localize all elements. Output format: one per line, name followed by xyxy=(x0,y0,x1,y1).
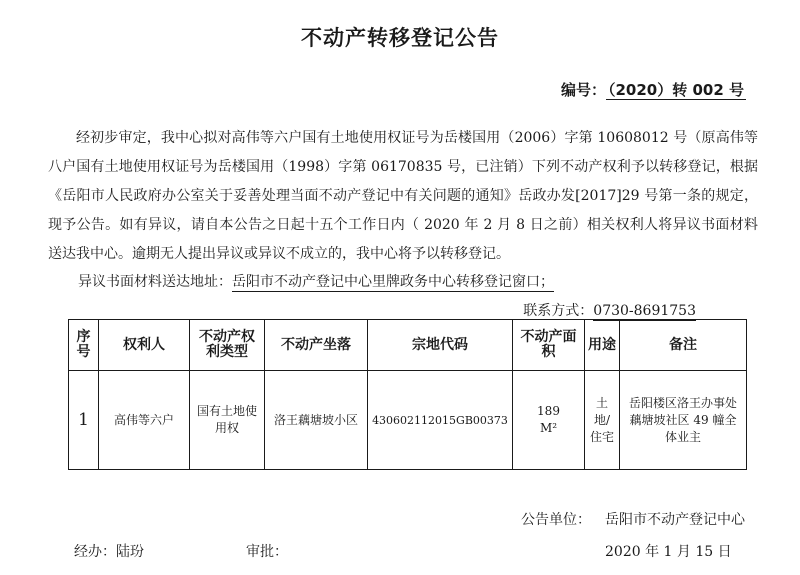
property-rights-table xyxy=(68,319,747,470)
contact-phone: 0730-8691753 xyxy=(593,303,696,319)
header-usage: 用途 xyxy=(585,320,620,371)
cell-area xyxy=(513,371,585,470)
cell-right-type: 国有土地使用权 xyxy=(190,371,265,470)
cell-usage: 土地/住宅 xyxy=(585,371,620,470)
objection-address-label: 异议书面材料送达地址： xyxy=(78,274,232,290)
contact-label: 联系方式： xyxy=(523,303,594,319)
publisher-name: 岳阳市不动产登记中心 xyxy=(605,512,745,528)
header-location: 不动产坐落 xyxy=(265,320,368,371)
handler-label: 经办： xyxy=(74,544,116,560)
header-note: 备注 xyxy=(620,320,747,371)
area-unit: M² xyxy=(539,421,558,435)
header-right-type: 不动产权利类型 xyxy=(190,320,265,371)
objection-address-value: 岳阳市不动产登记中心里牌政务中心转移登记窗口； xyxy=(232,274,554,290)
publisher-label: 公告单位： xyxy=(521,512,591,528)
page-title: 不动产转移登记公告 xyxy=(301,26,499,50)
cell-seq: 1 xyxy=(69,371,99,470)
table-header-row xyxy=(69,320,747,371)
area-value: 189 xyxy=(537,404,560,418)
announcement-date: 2020 年 1 月 15 日 xyxy=(605,544,732,560)
cell-location: 洛王藕塘坡小区 xyxy=(265,371,368,470)
announcement-body xyxy=(48,124,758,269)
announcement-paragraph: 经初步审定，我中心拟对高伟等六户国有土地使用权证号为岳楼国用（2006）字第 10608012 号（原高伟等八户国有土地使用权证号为岳楼国用（1998）字第 06170835 号，已注销）下列不动产权利予以转移登记，根据《岳阳市人民政府办公室关于妥善处理当面不动产登记中有关问题的通知》岳政办发[2017]29 号第一条的规定，现予公告。如有异议，请自本公告之日起十五个工作日内（ 2020 年 2 月 8 日之前）相关权利人将异议书面材料送达我中心。逾期无人提出异议或异议不成立的，我中心将予以转移登记。 xyxy=(48,130,758,262)
header-area: 不动产面积 xyxy=(513,320,585,371)
header-seq: 序号 xyxy=(69,320,99,371)
handler-name: 陆玢 xyxy=(116,544,144,560)
table-row xyxy=(69,371,747,470)
publisher xyxy=(521,509,745,529)
document-number xyxy=(561,79,746,100)
cell-holder: 高伟等六户 xyxy=(99,371,190,470)
document-number-value: （2020）转 002 号 xyxy=(607,81,744,99)
objection-address xyxy=(78,271,554,291)
contact-info xyxy=(523,300,696,320)
header-holder: 权利人 xyxy=(99,320,190,371)
approver xyxy=(246,541,288,561)
document-number-label: 编号： xyxy=(560,81,606,99)
handler xyxy=(74,541,144,561)
header-parcel-code: 宗地代码 xyxy=(368,320,513,371)
approver-label: 审批： xyxy=(246,544,288,560)
cell-note: 岳阳楼区洛王办事处藕塘坡社区 49 幢全体业主 xyxy=(620,371,747,470)
cell-parcel-code: 430602112015GB00373 xyxy=(368,371,513,470)
